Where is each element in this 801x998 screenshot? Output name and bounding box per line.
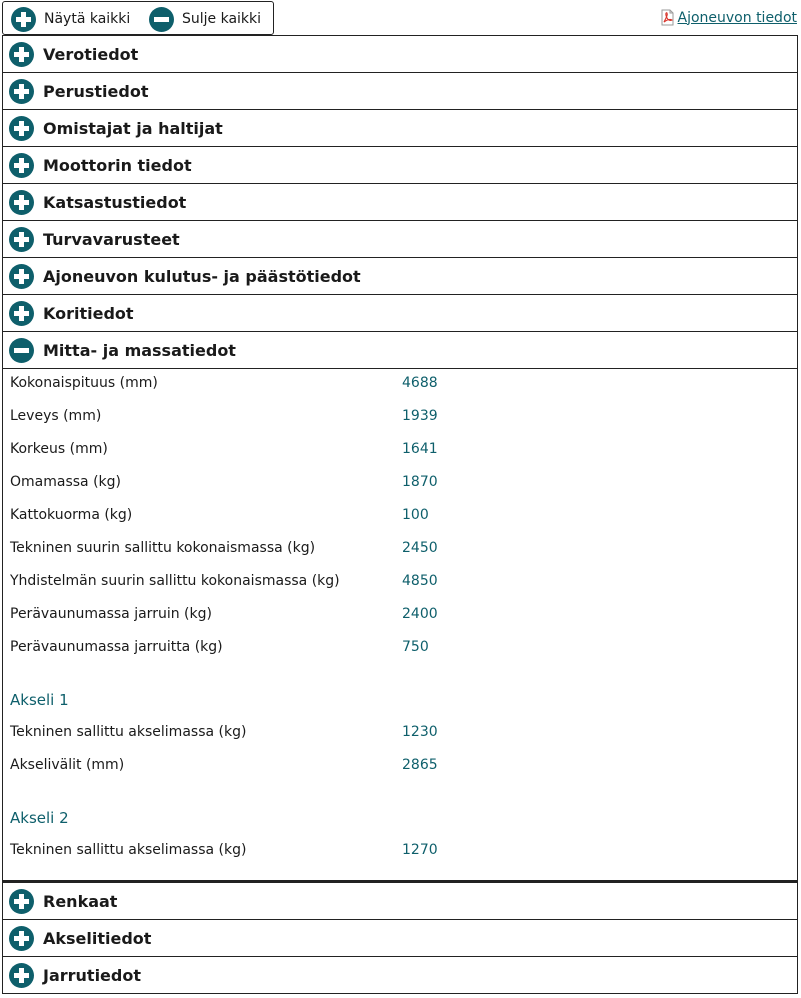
row-value: 1641 [402,441,438,457]
section-title: Turvavarusteet [43,229,180,249]
row-value: 100 [402,507,429,523]
row-label: Tekninen suurin sallittu kokonaismassa (kg) [10,540,316,556]
minus-circle-icon [9,338,34,363]
row-label: Korkeus (mm) [10,441,108,457]
row-value: 1270 [402,842,438,858]
section-koritiedot[interactable] [3,294,797,331]
row-value: 750 [402,639,429,655]
close-all-label: Sulje kaikki [182,11,262,27]
section-mitta-massa-content [3,368,797,882]
row-value: 4850 [402,573,438,589]
divider [3,880,797,882]
section-title: Perustiedot [43,81,149,101]
section-katsastus[interactable] [3,183,797,220]
row-label: Kokonaispituus (mm) [10,375,158,391]
pdf-link-label: Ajoneuvon tiedot [677,9,797,26]
plus-circle-icon [9,301,34,326]
section-title: Jarrutiedot [43,965,141,985]
row-label: Kattokuorma (kg) [10,507,133,523]
section-renkaat[interactable] [3,882,797,919]
row-label: Perävaunumassa jarruin (kg) [10,606,212,622]
row-value: 4688 [402,375,438,391]
section-title: Verotiedot [43,44,139,64]
section-moottori[interactable] [3,146,797,183]
section-kulutus[interactable] [3,257,797,294]
plus-circle-icon [9,889,34,914]
plus-circle-icon [11,7,36,32]
row-value: 1230 [402,724,438,740]
row-value: 2400 [402,606,438,622]
row-label: Perävaunumassa jarruitta (kg) [10,639,223,655]
toolbar [0,0,801,36]
minus-circle-icon [149,7,174,32]
plus-circle-icon [9,227,34,252]
plus-circle-icon [9,116,34,141]
row-value: 2450 [402,540,438,556]
row-value: 2865 [402,757,438,773]
section-perustiedot[interactable] [3,72,797,109]
section-title: Moottorin tiedot [43,155,192,175]
row-label: Akselivälit (mm) [10,757,125,773]
vehicle-info-pdf-link[interactable] [659,9,798,26]
row-label: Omamassa (kg) [10,474,121,490]
section-verotiedot[interactable] [3,35,797,72]
axle-2-heading: Akseli 2 [10,809,69,827]
row-label: Tekninen sallittu akselimassa (kg) [10,724,247,740]
section-title: Mitta- ja massatiedot [43,340,236,360]
expand-collapse-group [2,1,274,35]
row-value: 1870 [402,474,438,490]
section-akselitiedot[interactable] [3,919,797,956]
plus-circle-icon [9,79,34,104]
section-title: Koritiedot [43,303,134,323]
row-label: Yhdistelmän suurin sallittu kokonaismassa (kg) [10,573,340,589]
section-mitta-massa[interactable] [3,331,797,368]
plus-circle-icon [9,963,34,988]
row-label: Leveys (mm) [10,408,102,424]
axle-1-heading: Akseli 1 [10,691,69,709]
section-title: Renkaat [43,891,118,911]
plus-circle-icon [9,153,34,178]
accordion-top [2,35,798,994]
section-title: Akselitiedot [43,928,152,948]
plus-circle-icon [9,264,34,289]
plus-circle-icon [9,190,34,215]
show-all-label: Näytä kaikki [44,11,131,27]
section-title: Ajoneuvon kulutus- ja päästötiedot [43,266,361,286]
plus-circle-icon [9,926,34,951]
section-jarrutiedot[interactable] [3,956,797,993]
pdf-icon [659,9,676,26]
section-title: Omistajat ja haltijat [43,118,223,138]
close-all-button[interactable] [149,6,261,32]
show-all-button[interactable] [11,6,130,32]
row-value: 1939 [402,408,438,424]
section-title: Katsastustiedot [43,192,187,212]
row-label: Tekninen sallittu akselimassa (kg) [10,842,247,858]
section-turvavarusteet[interactable] [3,220,797,257]
section-omistajat[interactable] [3,109,797,146]
plus-circle-icon [9,42,34,67]
